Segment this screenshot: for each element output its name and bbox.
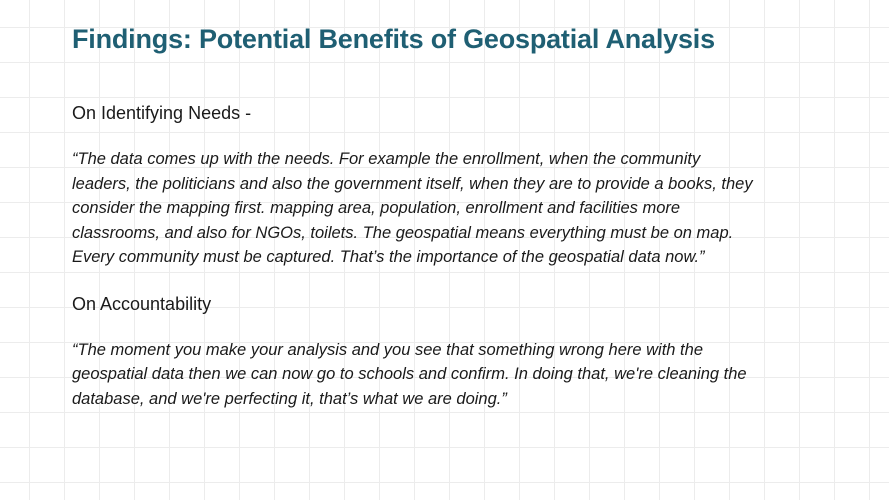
- quote-line: consider the mapping first. mapping area, population, enrollment and facilities more: [72, 199, 681, 217]
- section-identifying-needs: [72, 101, 842, 270]
- quote-line: classrooms, and also for NGOs, toilets. The geospatial means everything must be on map.: [72, 223, 734, 242]
- section-heading: On Identifying Needs -: [72, 103, 252, 123]
- quote-line: database, and we're perfecting it, that’s what we are doing.”: [72, 389, 507, 408]
- quote-line: “The moment you make your analysis and you see that something wrong here with the: [72, 340, 703, 359]
- slide-content: [72, 101, 842, 433]
- quote-line: geospatial data then we can now go to schools and confirm. In doing that, we're cleaning the: [72, 365, 747, 383]
- quote-block: [72, 338, 842, 412]
- quote-line: “The data comes up with the needs. For example the enrollment, when the community: [72, 150, 701, 168]
- section-accountability: [72, 292, 842, 412]
- section-heading: On Accountability: [72, 293, 212, 314]
- quote-line: Every community must be captured. That’s the importance of the geospatial data now.”: [72, 248, 705, 266]
- slide-title: Findings: Potential Benefits of Geospatial Analysis: [72, 24, 715, 54]
- quote-block: [72, 147, 842, 270]
- quote-line: leaders, the politicians and also the government itself, when they are to provide a books, they: [72, 174, 753, 193]
